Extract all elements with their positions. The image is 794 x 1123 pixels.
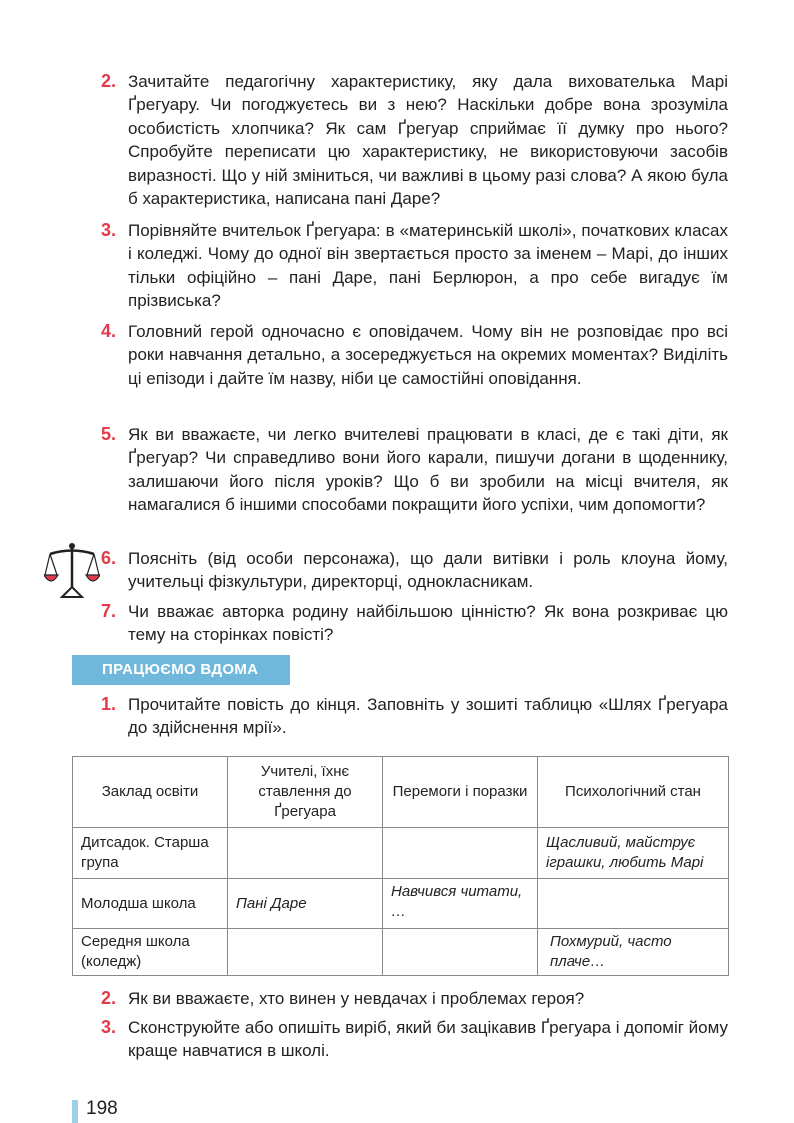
table-cell: Середня школа (коледж) bbox=[73, 929, 228, 976]
question-text: Порівняйте вчительок Ґрегуара: в «материнській школі», початкових класах і коледжі. Чому до одної він звертається просто за іменем – Марі, до інших тільки офіційно – пані Даре, пані Берлюрон, а про себе вигадує їм прізвиська? bbox=[128, 221, 728, 311]
task-text: Сконструюйте або опишіть виріб, який би зацікавив Ґрегуара і допоміг йому краще навчатися в школі. bbox=[128, 1018, 728, 1061]
table-cell bbox=[383, 828, 538, 879]
table-row bbox=[73, 828, 729, 879]
question-2 bbox=[101, 70, 728, 210]
table-cell bbox=[228, 929, 383, 976]
path-table bbox=[72, 756, 729, 976]
table-header-row bbox=[73, 757, 729, 828]
table-cell bbox=[383, 929, 538, 976]
task-text: Як ви вважаєте, хто винен у невдачах і проблемах героя? bbox=[128, 989, 585, 1008]
question-text: Зачитайте педагогічну характеристику, яку дала вихователька Марі Ґрегуару. Чи погоджуєтесь ви з нею? Наскільки добре вона зрозуміла особистість хлопчика? Як сам Ґрегуар сприймає її думку про нього? Спробуйте переписати цю характеристику, не використовуючи засобів виразності. Що у ній зміниться, чи важливі в цьому разі слова? А якою була б характеристика, написана пані Даре? bbox=[128, 72, 728, 209]
question-number: 2. bbox=[101, 71, 117, 91]
question-number: 6. bbox=[101, 548, 117, 568]
task-text: Прочитайте повість до кінця. Заповніть у зошиті таблицю «Шлях Ґрегуара до здійснення мрії». bbox=[128, 695, 728, 738]
question-6 bbox=[101, 547, 728, 594]
question-5 bbox=[101, 423, 728, 517]
scales-of-justice-icon bbox=[44, 541, 100, 599]
table-cell bbox=[228, 828, 383, 879]
table-row bbox=[73, 879, 729, 929]
homework-task-2 bbox=[101, 987, 728, 1010]
page-number: 198 bbox=[86, 1098, 118, 1119]
question-text: Поясніть (від особи персонажа), що дали витівки і роль клоуна йому, учительці фізкультури, директорці, однокласникам. bbox=[128, 549, 728, 592]
homework-task-3 bbox=[101, 1016, 728, 1063]
table-cell bbox=[538, 879, 729, 929]
section-heading: ПРАЦЮЄМО ВДОМА bbox=[72, 655, 290, 685]
table-cell: Молодша школа bbox=[73, 879, 228, 929]
question-text: Чи вважає авторка родину найбільшою цінністю? Як вона розкриває цю тему на сторінках повісті? bbox=[128, 602, 728, 645]
task-number: 3. bbox=[101, 1017, 117, 1037]
table-cell: Пані Даре bbox=[228, 879, 383, 929]
table-header: Учителі, їхнє ставлення до Ґрегуара bbox=[228, 757, 383, 828]
question-4 bbox=[101, 320, 728, 390]
question-text: Головний герой одночасно є оповідачем. Чому він не розповідає про всі роки навчання детально, а зосереджується на окремих моментах? Виділіть ці епізоди і дайте їм назву, ніби це самостійні оповідання. bbox=[128, 322, 728, 388]
question-number: 5. bbox=[101, 424, 117, 444]
homework-task-1 bbox=[101, 693, 728, 740]
question-number: 7. bbox=[101, 601, 117, 621]
question-7 bbox=[101, 600, 728, 647]
question-number: 4. bbox=[101, 321, 117, 341]
table-row bbox=[73, 929, 729, 976]
page-number-bar bbox=[72, 1100, 78, 1123]
table-header: Перемоги і поразки bbox=[383, 757, 538, 828]
table-cell: Щасливий, майструє іграшки, любить Марі bbox=[538, 828, 729, 879]
task-number: 1. bbox=[101, 694, 117, 714]
question-number: 3. bbox=[101, 220, 117, 240]
table-header: Заклад освіти bbox=[73, 757, 228, 828]
table-header: Психологічний стан bbox=[538, 757, 729, 828]
table-cell: Похмурий, часто плаче… bbox=[538, 929, 729, 976]
table-cell: Навчився читати, … bbox=[383, 879, 538, 929]
table-cell: Дитсадок. Старша група bbox=[73, 828, 228, 879]
task-number: 2. bbox=[101, 988, 117, 1008]
question-3 bbox=[101, 219, 728, 313]
question-text: Як ви вважаєте, чи легко вчителеві працювати в класі, де є такі діти, як Ґрегуар? Чи справедливо вони його карали, пишучи догани в щоденнику, залишаючи його після уроків? Що б ви зробили на місці вчителя, як намагалися б іншими способами покращити його успіхи, чим допомогти? bbox=[128, 425, 728, 515]
